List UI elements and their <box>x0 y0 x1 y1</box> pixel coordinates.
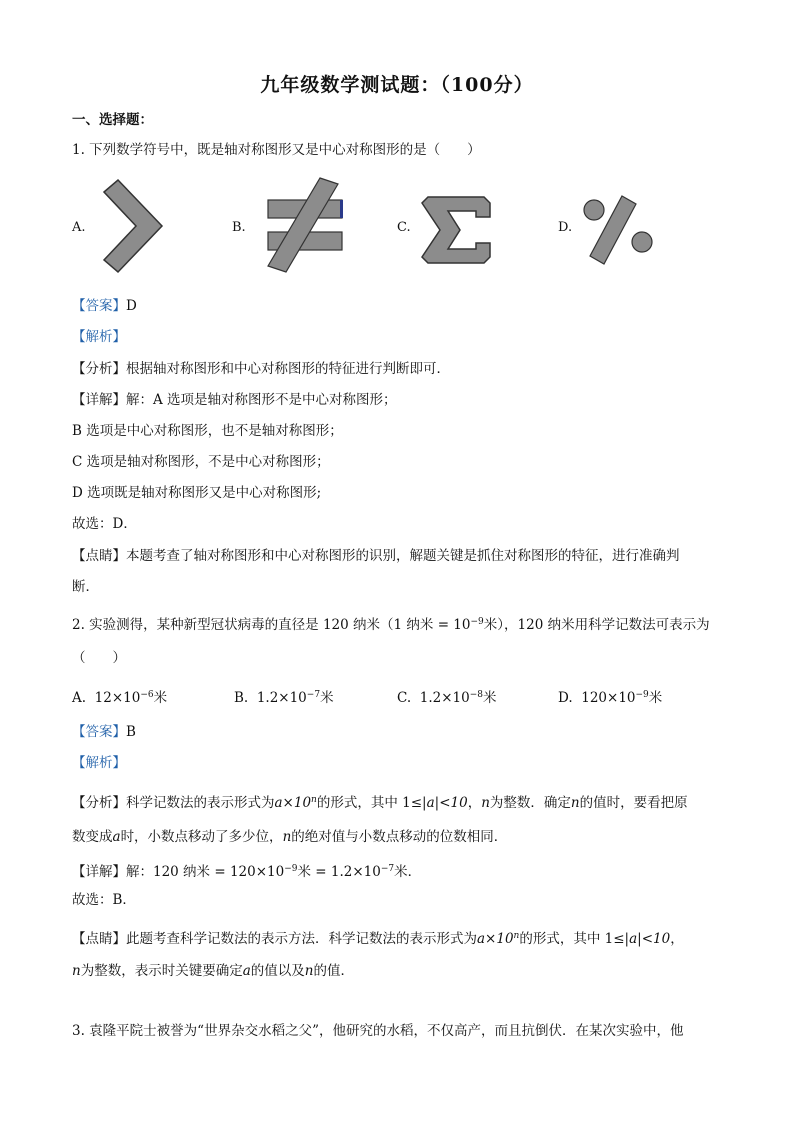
q1-dianjing-2: 断． <box>72 579 99 595</box>
q1-option-a-label: A. <box>72 220 86 235</box>
q2-stem: 2. 实验测得，某种新型冠状病毒的直径是 120 纳米（1 纳米 = $10^{-9}$米），120 纳米用科学记数法可表示为 <box>72 617 710 633</box>
q1-option-d-label: D. <box>558 220 573 235</box>
q2-option-c: C. $1.2\times 10^{-8}$米 <box>397 690 497 706</box>
q1-dianjing: 【点睛】本题考查了轴对称图形和中心对称图形的识别，解题关键是抓住对称图形的特征，进行准确判 <box>72 548 680 564</box>
q1-analysis-tag: 【解析】 <box>72 329 126 345</box>
page-title: 九年级数学测试题：（100分） <box>260 74 534 96</box>
q2-stem-paren: （ ） <box>72 650 126 666</box>
q1-option-b-label: B. <box>232 220 246 235</box>
q2-fenxi-1: 【分析】科学记数法的表示形式为$a\times 10^n$的形式，其中 1≤|a|<10，n为整数．确定n的值时，要看把原 <box>72 795 688 811</box>
q1-line-d: D 选项既是轴对称图形又是中心对称图形; <box>72 485 322 501</box>
q1-choose: 故选：D． <box>72 516 137 532</box>
q1-fenxi: 【分析】根据轴对称图形和中心对称图形的特征进行判断即可． <box>72 361 450 377</box>
q1-answer: 【答案】D <box>72 298 137 314</box>
q2-answer: 【答案】B <box>72 724 136 740</box>
q2-option-b: B. $1.2\times 10^{-7}$米 <box>234 690 334 706</box>
q1-line-c: C 选项是轴对称图形，不是中心对称图形； <box>72 454 330 470</box>
percent-figure <box>580 194 656 266</box>
q2-choose: 故选：B． <box>72 892 136 908</box>
q1-option-c-label: C. <box>397 220 411 235</box>
sigma-figure <box>420 195 492 265</box>
q2-dianjing-1: 【点睛】此题考查科学记数法的表示方法．科学记数法的表示形式为$a\times 10^n$的形式，其中 1≤|a|<10， <box>72 931 684 947</box>
q1-line-b: B 选项是中心对称图形，也不是轴对称图形； <box>72 423 343 439</box>
q2-fenxi-2: 数变成a时，小数点移动了多少位，n的绝对值与小数点移动的位数相同． <box>72 829 508 845</box>
section-heading: 一、选择题： <box>72 112 153 128</box>
q2-option-d: D. $120\times 10^{-9}$米 <box>558 690 663 706</box>
not-equal-figure <box>264 176 346 274</box>
q2-xiangjie: 【详解】解：120 纳米 = $120\times 10^{-9}$米 = $1.2\times 10^{-7}$米． <box>72 864 422 880</box>
chevron-right-figure <box>100 178 166 274</box>
q3-stem: 3. 袁隆平院士被誉为“世界杂交水稻之父”，他研究的水稻，不仅高产，而且抗倒伏．在某次实验中，他 <box>72 1023 684 1039</box>
q2-analysis-tag: 【解析】 <box>72 755 126 771</box>
q2-dianjing-2: n为整数，表示时关键要确定a的值以及n的值． <box>72 963 354 979</box>
q1-xiangjie: 【详解】解：A 选项是轴对称图形不是中心对称图形； <box>72 392 397 408</box>
q2-option-a: A. $12\times 10^{-6}$米 <box>72 690 168 706</box>
q1-stem: 1. 下列数学符号中，既是轴对称图形又是中心对称图形的是（ ） <box>72 142 481 158</box>
